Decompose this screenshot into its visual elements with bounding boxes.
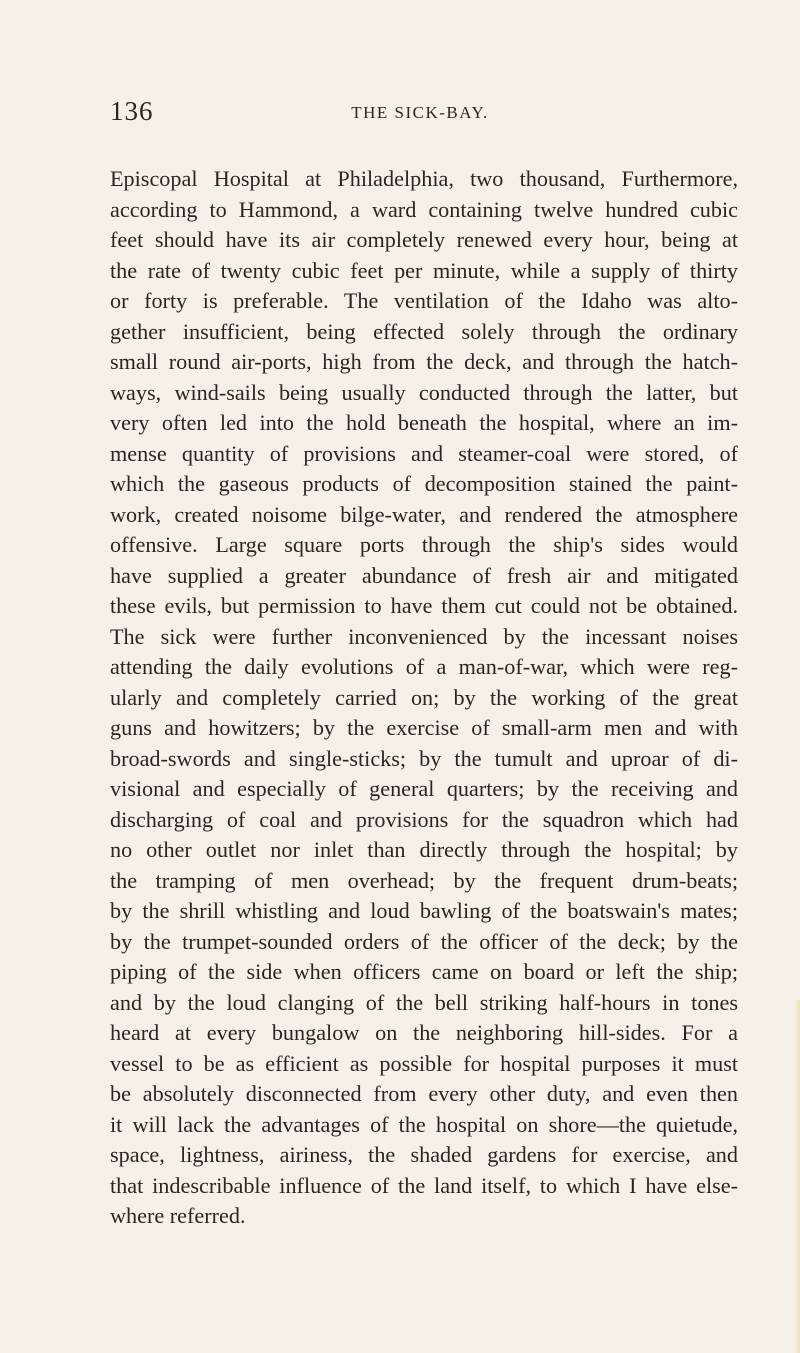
text-line: guns and howitzers; by the exercise of small-arm men and with (110, 715, 738, 740)
text-line: gether insufficient, being effected solely through the ordinary (110, 318, 738, 344)
text-line: piping of the side when officers came on board or left the ship; (110, 959, 738, 984)
text-line: the rate of twenty cubic feet per minute, while a supply of thirty (110, 257, 738, 283)
text-line: offensive. Large square ports through the ship's sides would (110, 532, 738, 557)
text-line: according to Hammond, a ward containing twelve hundred cubic (110, 196, 738, 222)
page-edge-shade (794, 1000, 800, 1353)
text-line: mense quantity of provisions and steamer-coal were stored, of (110, 440, 738, 466)
text-line: the tramping of men overhead; by the frequent drum-beats; (110, 867, 738, 893)
page-number: 136 (110, 96, 154, 126)
text-line: or forty is preferable. The ventilation of the Idaho was alto- (110, 288, 738, 313)
text-line: be absolutely disconnected from every other duty, and even then (110, 1081, 738, 1106)
text-line: small round air-ports, high from the deck, and through the hatch- (110, 349, 738, 374)
text-line: vessel to be as efficient as possible for hospital purposes it must (110, 1050, 738, 1076)
text-line: it will lack the advantages of the hospital on shore—the quietude, (110, 1111, 738, 1137)
text-line: ways, wind-sails being usually conducted through the latter, but (110, 379, 738, 405)
text-line: very often led into the hold beneath the hospital, where an im- (110, 410, 738, 435)
text-line: visional and especially of general quarters; by the receiving and (110, 776, 738, 801)
text-line: by the shrill whistling and loud bawling of the boatswain's mates; (110, 898, 738, 923)
text-line: Episcopal Hospital at Philadelphia, two thousand, Furthermore, (110, 166, 738, 191)
text-line: work, created noisome bilge-water, and rendered the atmosphere (110, 501, 738, 527)
body-paragraph (110, 164, 738, 1232)
running-head: THE SICK-BAY. (351, 103, 489, 122)
text-line: ularly and completely carried on; by the working of the great (110, 684, 738, 710)
text-line: discharging of coal and provisions for the squadron which had (110, 806, 738, 832)
text-line: feet should have its air completely renewed every hour, being at (110, 227, 738, 252)
text-line: no other outlet nor inlet than directly through the hospital; by (110, 837, 738, 862)
text-line: and by the loud clanging of the bell striking half-hours in tones (110, 989, 738, 1015)
text-line: where referred. (110, 1203, 246, 1228)
text-line: have supplied a greater abundance of fresh air and mitigated (110, 562, 738, 588)
text-line: that indescribable influence of the land itself, to which I have else- (110, 1172, 738, 1198)
page-header (110, 96, 730, 136)
text-line: heard at every bungalow on the neighboring hill-sides. For a (110, 1020, 738, 1045)
text-line: by the trumpet-sounded orders of the officer of the deck; by the (110, 928, 738, 954)
text-line: broad-swords and single-sticks; by the tumult and uproar of di- (110, 745, 738, 771)
text-line: The sick were further inconvenienced by the incessant noises (110, 623, 738, 649)
text-line: attending the daily evolutions of a man-of-war, which were reg- (110, 654, 738, 679)
text-line: space, lightness, airiness, the shaded gardens for exercise, and (110, 1142, 738, 1167)
text-line: these evils, but permission to have them cut could not be obtained. (110, 593, 738, 618)
text-line: which the gaseous products of decomposition stained the paint- (110, 471, 738, 496)
